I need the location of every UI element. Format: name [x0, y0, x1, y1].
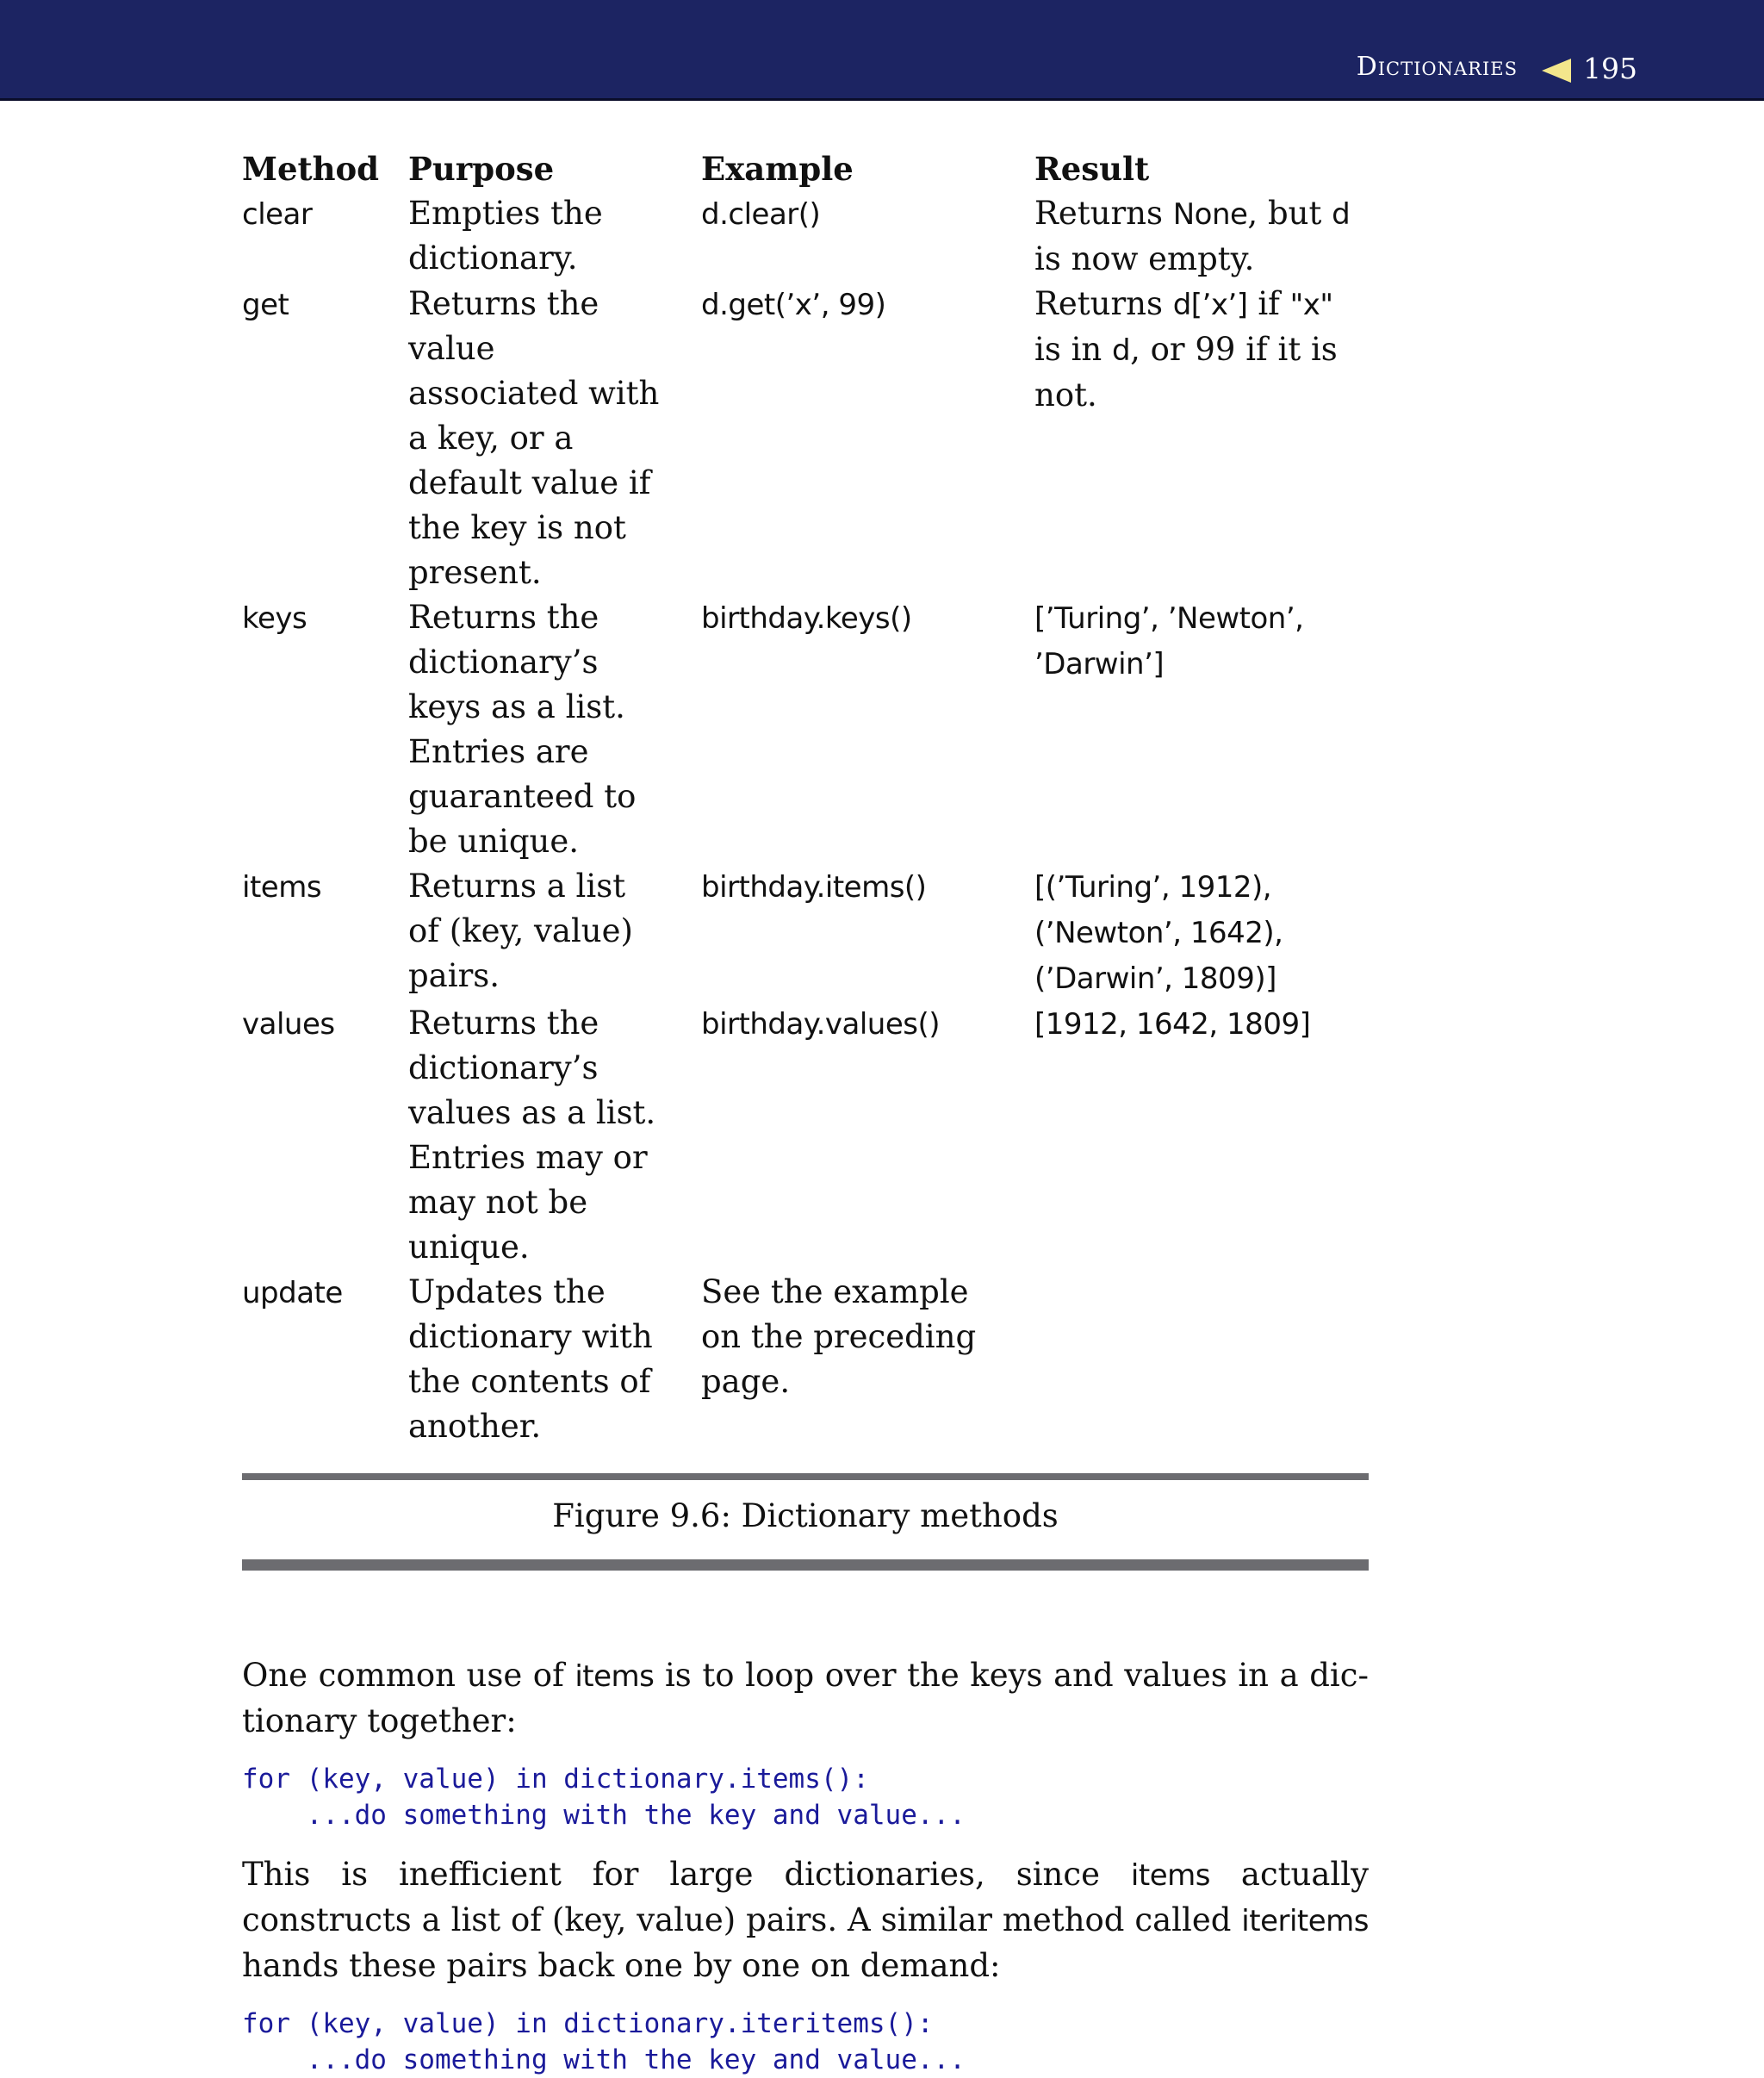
- inline-code-term: "x": [1289, 288, 1333, 322]
- example-code: birthday.values(): [701, 1007, 940, 1042]
- method-cell: [242, 191, 408, 282]
- text-run: , but: [1247, 195, 1332, 232]
- method-name: items: [242, 870, 322, 905]
- method-name: values: [242, 1007, 335, 1042]
- code-line: for (key, value) in dictionary.items():: [242, 1764, 869, 1795]
- inline-code-term: None: [1172, 197, 1248, 232]
- code-line: ...do something with the key and value...: [242, 1800, 966, 1831]
- figure-rule-top: [242, 1473, 1369, 1480]
- figure-rule-bottom: [242, 1559, 1369, 1571]
- text-run: One common use of: [242, 1657, 575, 1694]
- inline-code-term: [(’Turing’, 1912), (’Newton’, 1642), (’Darwin’, 1809)]: [1034, 870, 1283, 996]
- header-result: Result: [1034, 150, 1150, 188]
- example-cell: [701, 595, 1034, 864]
- text-run: hands these pairs back one by one on demand:: [242, 1947, 1001, 1984]
- method-cell: [242, 282, 408, 595]
- result-cell: [1034, 864, 1369, 1001]
- purpose-cell: Returns the dictionary’s keys as a list. Entries are guaranteed to be unique.: [408, 599, 637, 860]
- paragraph-iteritems: [242, 1852, 1369, 1988]
- example-code: d.get(’x’, 99): [701, 288, 886, 322]
- text-run: if: [1247, 285, 1290, 322]
- purpose-cell: Returns the value associated with a key, or a default value if the key is not present.: [408, 285, 660, 591]
- paragraph-items-loop: [242, 1653, 1369, 1744]
- table-header-row: [242, 146, 1369, 191]
- method-name: keys: [242, 601, 307, 636]
- page-content: [242, 146, 1369, 2078]
- table-row: [242, 1270, 1369, 1449]
- text-run: , or 99 if it is not.: [1034, 331, 1338, 414]
- result-cell: [1034, 191, 1369, 282]
- method-cell: [242, 1270, 408, 1449]
- header-example: Example: [701, 150, 854, 188]
- purpose-cell: Updates the dictionary with the contents of another.: [408, 1273, 653, 1445]
- result-cell: [1034, 595, 1369, 864]
- table-row: [242, 595, 1369, 864]
- result-cell: [1034, 282, 1369, 595]
- text-run: Returns: [1034, 285, 1173, 322]
- inline-code-term: items: [575, 1659, 655, 1694]
- header-purpose: Purpose: [408, 150, 555, 188]
- result-cell: [1034, 1270, 1369, 1449]
- method-name: update: [242, 1276, 343, 1310]
- example-cell: [701, 282, 1034, 595]
- method-cell: [242, 1001, 408, 1270]
- section-title: Dictionaries: [1356, 52, 1518, 82]
- text-run: actually constructs a list of (key, value) pairs. A similar method called: [242, 1856, 1370, 1938]
- text-run: is now empty.: [1034, 240, 1255, 277]
- method-cell: [242, 864, 408, 1001]
- table-body: [242, 191, 1369, 1449]
- method-name: get: [242, 288, 289, 322]
- page-number: 195: [1583, 52, 1637, 85]
- table-row: [242, 864, 1369, 1001]
- inline-code-term: d: [1332, 197, 1351, 232]
- code-line: ...do something with the key and value...: [242, 2044, 966, 2075]
- table-row: [242, 1001, 1369, 1270]
- text-run: This is inefficient for large dictionaries, since: [242, 1856, 1131, 1893]
- running-header: [0, 0, 1764, 101]
- code-line: for (key, value) in dictionary.iteritems():: [242, 2008, 934, 2039]
- purpose-cell: Returns the dictionary’s values as a list. Entries may or may not be unique.: [408, 1005, 656, 1266]
- method-cell: [242, 595, 408, 864]
- code-block-items: [242, 1761, 1369, 1833]
- table-row: [242, 282, 1369, 595]
- inline-code-term: d[’x’]: [1172, 288, 1248, 322]
- inline-code-term: iteritems: [1241, 1904, 1369, 1938]
- dictionary-methods-table: [242, 146, 1369, 1449]
- example-code: birthday.keys(): [701, 601, 912, 636]
- example-cell: [701, 1001, 1034, 1270]
- example-cell: See the example on the preceding page.: [701, 1273, 977, 1400]
- inline-code-term: d: [1112, 333, 1131, 368]
- example-code: d.clear(): [701, 197, 821, 232]
- text-run: is to loop over the keys and values in a dictionary together:: [242, 1657, 1369, 1739]
- figure-caption: Figure 9.6: Dictionary methods: [552, 1497, 1059, 1534]
- header-method: Method: [242, 150, 380, 188]
- code-block-iteritems: [242, 2006, 1369, 2078]
- table-row: [242, 191, 1369, 282]
- purpose-cell: Empties the dictionary.: [408, 195, 603, 277]
- inline-code-term: items: [1130, 1858, 1210, 1893]
- text-run: Returns: [1034, 195, 1173, 232]
- purpose-cell: Returns a list of (key, value) pairs.: [408, 868, 633, 994]
- result-cell: [1034, 1001, 1369, 1270]
- example-code: birthday.items(): [701, 870, 927, 905]
- method-name: clear: [242, 197, 313, 232]
- example-cell: [701, 191, 1034, 282]
- text-run: is in: [1034, 331, 1113, 368]
- inline-code-term: [’Turing’, ’Newton’, ’Darwin’]: [1034, 601, 1304, 681]
- inline-code-term: [1912, 1642, 1809]: [1034, 1007, 1311, 1042]
- example-cell: [701, 864, 1034, 1001]
- left-arrow-icon: [1542, 59, 1571, 83]
